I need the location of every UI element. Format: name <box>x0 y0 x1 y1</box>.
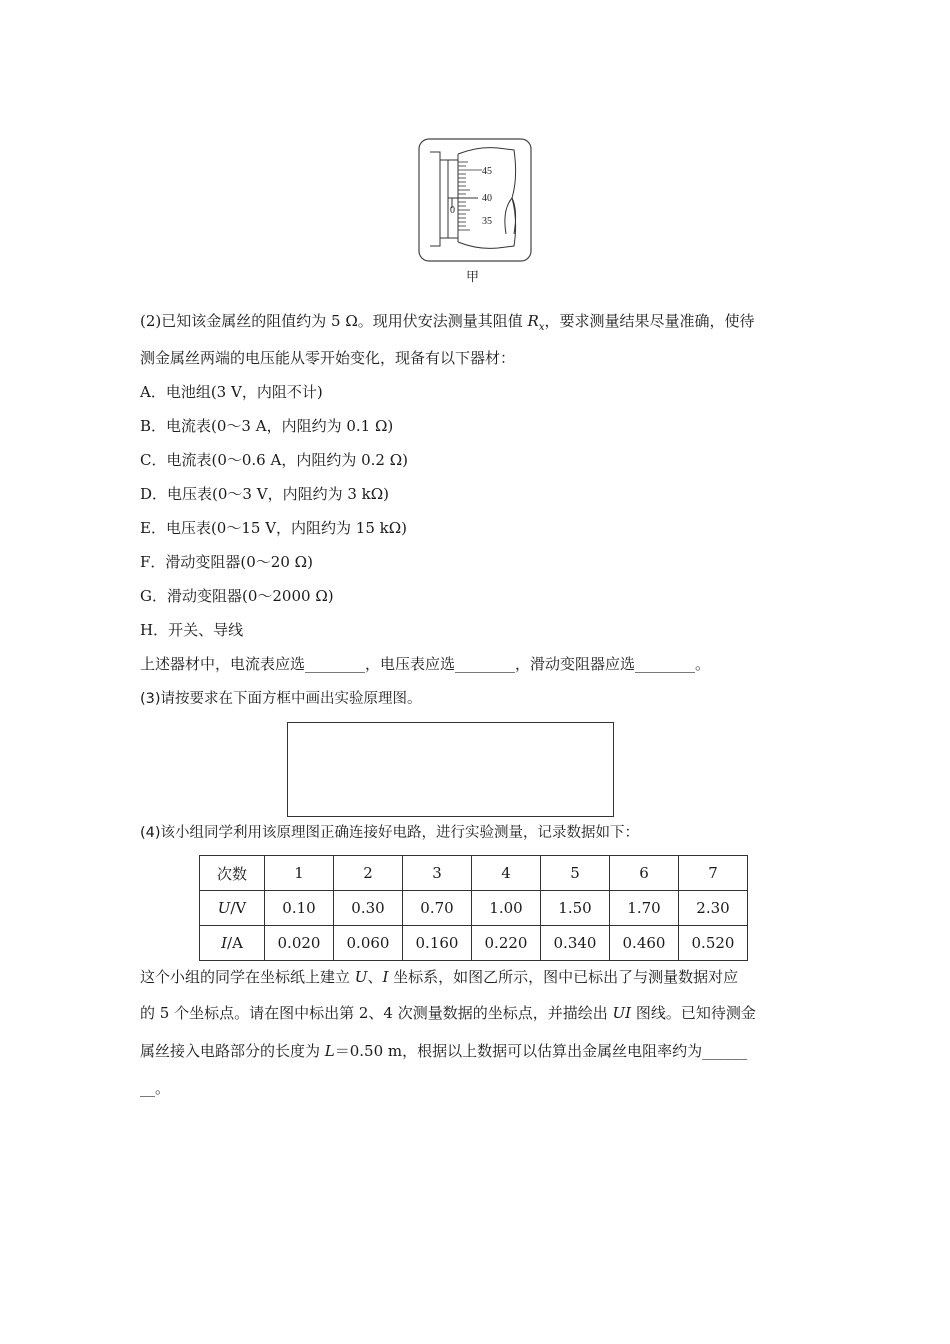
p1-i: I <box>382 968 389 986</box>
q2-line-2: 测金属丝两端的电压能从零开始变化，现备有以下器材： <box>140 349 516 367</box>
row-label-unit: /A <box>227 934 243 952</box>
q4-paragraph-line-2 <box>140 1003 756 1023</box>
option-d: D．电压表(0～3 V，内阻约为 3 kΩ) <box>140 485 390 503</box>
option-a: A．电池组(3 V，内阻不计) <box>140 383 323 401</box>
q4-text: (4)该小组同学利用该原理图正确连接好电路，进行实验测量，记录数据如下： <box>140 825 640 841</box>
p1-c: 坐标系，如图乙所示，图中已标出了与测量数据对应 <box>388 968 739 986</box>
table-cell: 0.520 <box>679 926 748 961</box>
table-cell: 0.10 <box>265 891 334 926</box>
table-cell: 0.70 <box>403 891 472 926</box>
table-row <box>200 891 748 926</box>
table-header-cell: 6 <box>610 856 679 891</box>
scale-label-40: 40 <box>482 193 492 204</box>
figure-caption: 甲 <box>466 270 480 285</box>
option-c: C．电流表(0～0.6 A，内阻约为 0.2 Ω) <box>140 451 409 469</box>
p1-b: 、 <box>367 968 383 986</box>
row-label-unit: /V <box>230 899 247 917</box>
option-h: H．开关、导线 <box>140 621 244 639</box>
table-cell: 0.340 <box>541 926 610 961</box>
p3-l: L <box>324 1042 335 1060</box>
choice-line: 上述器材中，电流表应选________，电压表应选________，滑动变阻器应选________。 <box>140 655 711 673</box>
table-header-cell: 1 <box>265 856 334 891</box>
table-cell: 0.220 <box>472 926 541 961</box>
option-b: B．电流表(0～3 A，内阻约为 0.1 Ω) <box>140 417 394 435</box>
table-cell: 0.020 <box>265 926 334 961</box>
data-table <box>199 855 748 961</box>
option-g: G．滑动变阻器(0～2000 Ω) <box>140 587 334 605</box>
table-header-row <box>200 856 748 891</box>
table-cell: 2.30 <box>679 891 748 926</box>
q4-paragraph-line-1 <box>140 967 738 987</box>
q4-paragraph-line-3 <box>140 1041 747 1061</box>
q4-paragraph-line-4: __。 <box>140 1079 171 1097</box>
row-label-voltage <box>200 891 265 926</box>
p3-b: ＝0.50 m，根据以上数据可以估算出金属丝电阻率约为______ <box>334 1042 748 1060</box>
p1-u: U <box>354 968 368 986</box>
scale-label-0: 0 <box>450 205 455 216</box>
table-row <box>200 926 748 961</box>
q2-line-1 <box>140 311 755 338</box>
table-cell: 0.460 <box>610 926 679 961</box>
scale-label-45: 45 <box>482 166 492 177</box>
p3-a: 属丝接入电路部分的长度为 <box>140 1042 325 1060</box>
table-header-cell: 3 <box>403 856 472 891</box>
q2-line-1-post: ，要求测量结果尽量准确，使待 <box>544 312 755 330</box>
drawing-box <box>287 722 614 817</box>
table-cell: 1.70 <box>610 891 679 926</box>
table-cell: 1.50 <box>541 891 610 926</box>
table-cell: 0.30 <box>334 891 403 926</box>
scale-label-35: 35 <box>482 216 492 227</box>
table-cell: 0.160 <box>403 926 472 961</box>
micrometer-figure <box>418 138 532 262</box>
table-header-cell: 7 <box>679 856 748 891</box>
row-label-current <box>200 926 265 961</box>
row-label-var: U <box>217 899 231 917</box>
q2-line-1-pre: (2)已知该金属丝的阻值约为 5 Ω。现用伏安法测量其阻值 <box>140 312 528 330</box>
p1-a: 这个小组的同学在坐标纸上建立 <box>140 968 355 986</box>
table-header-cell: 5 <box>541 856 610 891</box>
row-label-var: I <box>221 934 228 952</box>
table-header-cell: 4 <box>472 856 541 891</box>
option-f: F．滑动变阻器(0～20 Ω) <box>140 553 313 571</box>
table-header-cell: 次数 <box>200 856 265 891</box>
q3-text: (3)请按要求在下面方框中画出实验原理图。 <box>140 691 422 707</box>
table-cell: 0.060 <box>334 926 403 961</box>
p2-ui: UI <box>612 1004 632 1022</box>
option-e: E．电压表(0～15 V，内阻约为 15 kΩ) <box>140 519 408 537</box>
q2-var-sub: x <box>538 322 545 333</box>
q2-var-r: R <box>527 312 539 330</box>
table-header-cell: 2 <box>334 856 403 891</box>
p2-b: 图线。已知待测金 <box>631 1004 756 1022</box>
table-cell: 1.00 <box>472 891 541 926</box>
p2-a: 的 5 个坐标点。请在图中标出第 2、4 次测量数据的坐标点，并描绘出 <box>140 1004 613 1022</box>
